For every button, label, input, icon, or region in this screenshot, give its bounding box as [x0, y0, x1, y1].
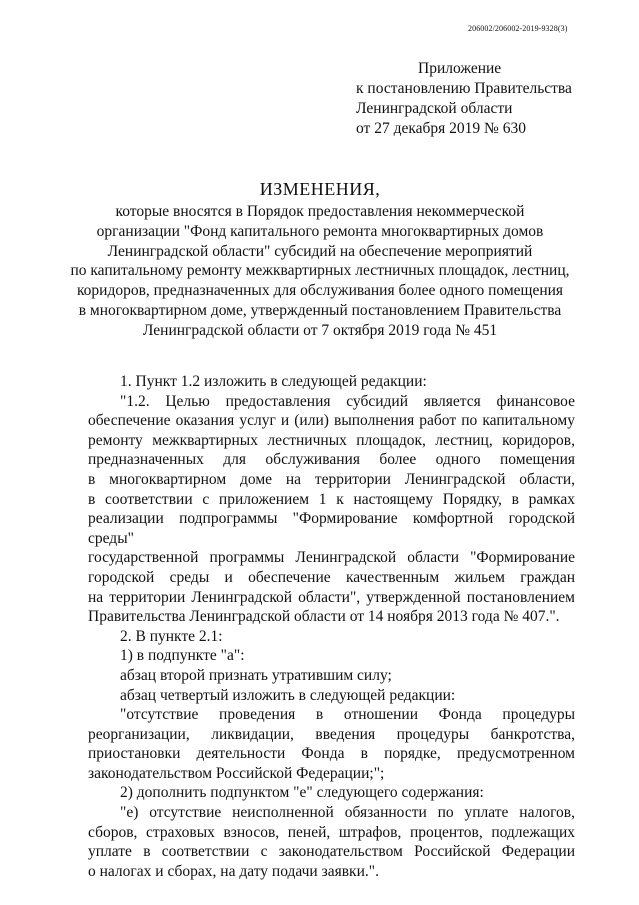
item-1-text-line: государственной программы Ленинградской области "Формирование — [88, 549, 575, 567]
subitem-e-line: о налогах и сборах, на дату подачи заявки.". — [88, 862, 379, 880]
quote-line: законодательством Российской Федерации;"; — [88, 764, 385, 782]
document-title: ИЗМЕНЕНИЯ, — [259, 179, 381, 199]
document-body — [88, 372, 575, 881]
item-1-text-line: предназначенных для обслуживания более одного помещения — [88, 451, 575, 469]
abzac-4: абзац четвертый изложить в следующей редакции: — [120, 686, 456, 704]
subtitle-line: коридоров, предназначенных для обслуживания более одного помещения — [76, 282, 564, 300]
subitem-1: 1) в подпункте "а": — [120, 647, 245, 665]
item-1-text-line: ремонту межквартирных лестничных площадок, лестниц, коридоров, — [88, 431, 575, 449]
subitem-e-line: "е) отсутствие неисполненной обязанности по уплате налогов, — [120, 804, 575, 822]
title-block — [60, 179, 580, 341]
item-1-text-line: реализации подпрограммы "Формирование комфортной городской среды" — [88, 510, 575, 547]
approval-line: от 27 декабря 2019 № 630 — [356, 120, 526, 137]
quote-line: "отсутствие проведения в отношении Фонда процедуры — [120, 706, 575, 724]
approval-line: Приложение — [418, 60, 502, 77]
subtitle-line: организации "Фонд капитального ремонта многоквартирных домов — [96, 222, 544, 240]
subtitle-line: Ленинградской области" субсидий на обеспечение мероприятий — [107, 242, 533, 260]
item-2-heading: 2. В пункте 2.1: — [120, 627, 223, 645]
approval-block — [356, 59, 572, 139]
subitem-e-line: уплате в соответствии с законодательством Российской Федерации — [88, 843, 575, 861]
item-1-text-line: в многоквартирном доме на территории Ленинградской области, — [88, 470, 575, 488]
document-subtitle — [60, 202, 580, 341]
quote-line: приостановки деятельности Фонда в порядке, предусмотренном — [88, 745, 575, 763]
subitem-e-line: сборов, страховых взносов, пеней, штрафов, процентов, подлежащих — [88, 823, 575, 841]
subtitle-line: Ленинградской области от 7 октября 2019 года № 451 — [142, 321, 498, 339]
item-1-text-line: городской среды и обеспечение качественным жильем граждан — [88, 568, 575, 586]
item-1-text-line: на территории Ленинградской области", утвержденной постановлением — [88, 588, 575, 606]
abzac-2: абзац второй признать утратившим силу; — [120, 666, 392, 684]
item-1-text-line: Правительства Ленинградской области от 14 ноября 2013 года № 407.". — [88, 608, 560, 626]
item-1-text-line: в соответствии с приложением 1 к настоящему Порядку, в рамках — [88, 490, 575, 508]
item-1-heading: 1. Пункт 1.2 изложить в следующей редакции: — [120, 373, 427, 390]
subtitle-line: в многоквартирном доме, утвержденный постановлением Правительства — [78, 301, 562, 319]
approval-line: к постановлению Правительства — [356, 80, 572, 97]
subtitle-line: по капитальному ремонту межквартирных лестничных площадок, лестниц, — [70, 262, 570, 280]
item-1-text-line: обеспечение оказания услуг и (или) выполнения работ по капитальному — [88, 412, 575, 430]
subitem-2: 2) дополнить подпунктом "е" следующего содержания: — [120, 784, 484, 802]
item-1-text-line: "1.2. Целью предоставления субсидий является финансовое — [120, 392, 575, 410]
document-id: 206002/206002-2019-9328(3) — [468, 24, 568, 33]
quote-line: реорганизации, ликвидации, введения процедуры банкротства, — [88, 725, 575, 743]
subtitle-line: которые вносятся в Порядок предоставления некоммерческой — [115, 203, 525, 220]
approval-line: Ленинградской области — [356, 100, 513, 117]
